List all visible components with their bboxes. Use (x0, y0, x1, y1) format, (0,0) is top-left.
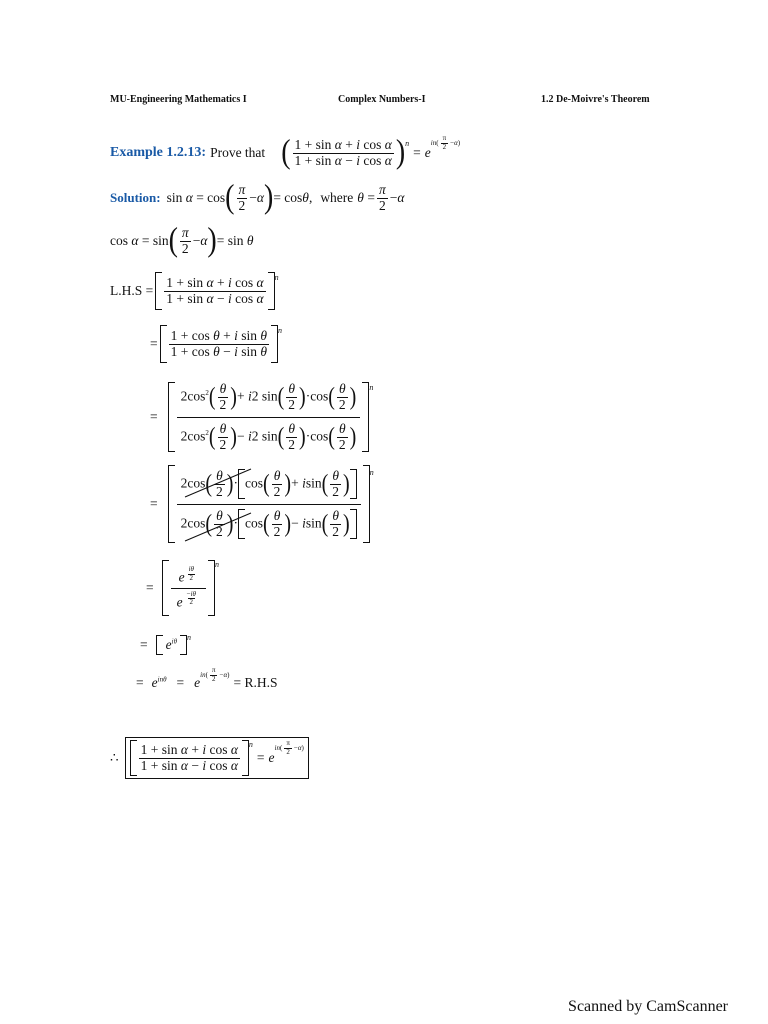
header-right: 1.2 De-Moivre's Theorem (541, 94, 650, 105)
example-label: Example 1.2.13: (110, 145, 207, 161)
therefore-symbol: ∴ (110, 750, 119, 765)
cos-line: cos α = sin ( $\frac{\pi}{2}$ − α ) = sin θ (110, 222, 254, 260)
step-2: = $\frac{\text{1 + cos θ + i sin θ}}{\text{1 + cos θ − i sin θ}}$ n (150, 325, 282, 363)
example-line: Example 1.2.13: Prove that ( $\frac{\text{1 + sin α + i cos α}}{\text{1 + sin α − i cos α}}$ ) n = e in( $\frac{\pi}{2}$ −α) (110, 134, 461, 172)
camscanner-watermark: Scanned by CamScanner (568, 998, 728, 1015)
rhs-label: = R.H.S (233, 675, 278, 691)
solution-line: Solution: sin α = cos ( $\frac{\pi}{2}$ − α ) = cosθ, where θ = $\frac{\pi}{2}$ − α (110, 179, 405, 217)
cancel-strokes (177, 465, 257, 551)
example-fraction: $\frac{\text{1 + sin α + i cos α}}{\text{1 + sin α − i cos α}}$ (294, 137, 392, 168)
step-5: = e $^{\frac{i\theta}{2}}$ e $^{\frac{-i\theta}{2}}$ n (146, 560, 219, 616)
step-4: = 2cos( $\frac{\theta}{2}$ )· cos( $\frac{\theta}{2}$ )+ isin( $\frac{\theta}{2}$ ) 2cos( $\frac{\theta}{2}$ )· cos( $\frac{\theta}{2}$ )− isin( $\frac{\theta}{2}$ ) n (150, 465, 374, 543)
where-word: where (320, 190, 354, 206)
header-left: MU-Engineering Mathematics I (110, 94, 247, 105)
example-prompt: Prove that (210, 145, 266, 161)
lhs-label: L.H.S = (110, 283, 154, 298)
step-6: = $e^{i\theta}$ n (140, 635, 191, 655)
conclusion (110, 737, 309, 779)
lhs-line: L.H.S = $\frac{\text{1 + sin α + i cos α}}{\text{1 + sin α − i cos α}}$ n (110, 272, 279, 310)
boxed-result: $\frac{\text{1 + sin α + i cos α}}{\text{1 + sin α − i cos α}}$ n = e in( $\frac{\pi}{2}$ −α) (125, 737, 309, 779)
solution-label: Solution: (110, 190, 161, 206)
step-3: = $2\cos^2$( $\frac{\theta}{2}$ )+ i2 sin( $\frac{\theta}{2}$ )·cos( $\frac{\theta}{2}$ ) $2\cos^2$( $\frac{\theta}{2}$ )− i2 sin( $\frac{\theta}{2}$ )·cos( $\frac{\theta}{2}$ ) n (150, 378, 373, 456)
header-center: Complex Numbers-I (338, 94, 426, 105)
step-7: = $e^{in\theta}$ = e in( $\frac{\pi}{2}$ −α) = R.H.S (136, 666, 278, 691)
